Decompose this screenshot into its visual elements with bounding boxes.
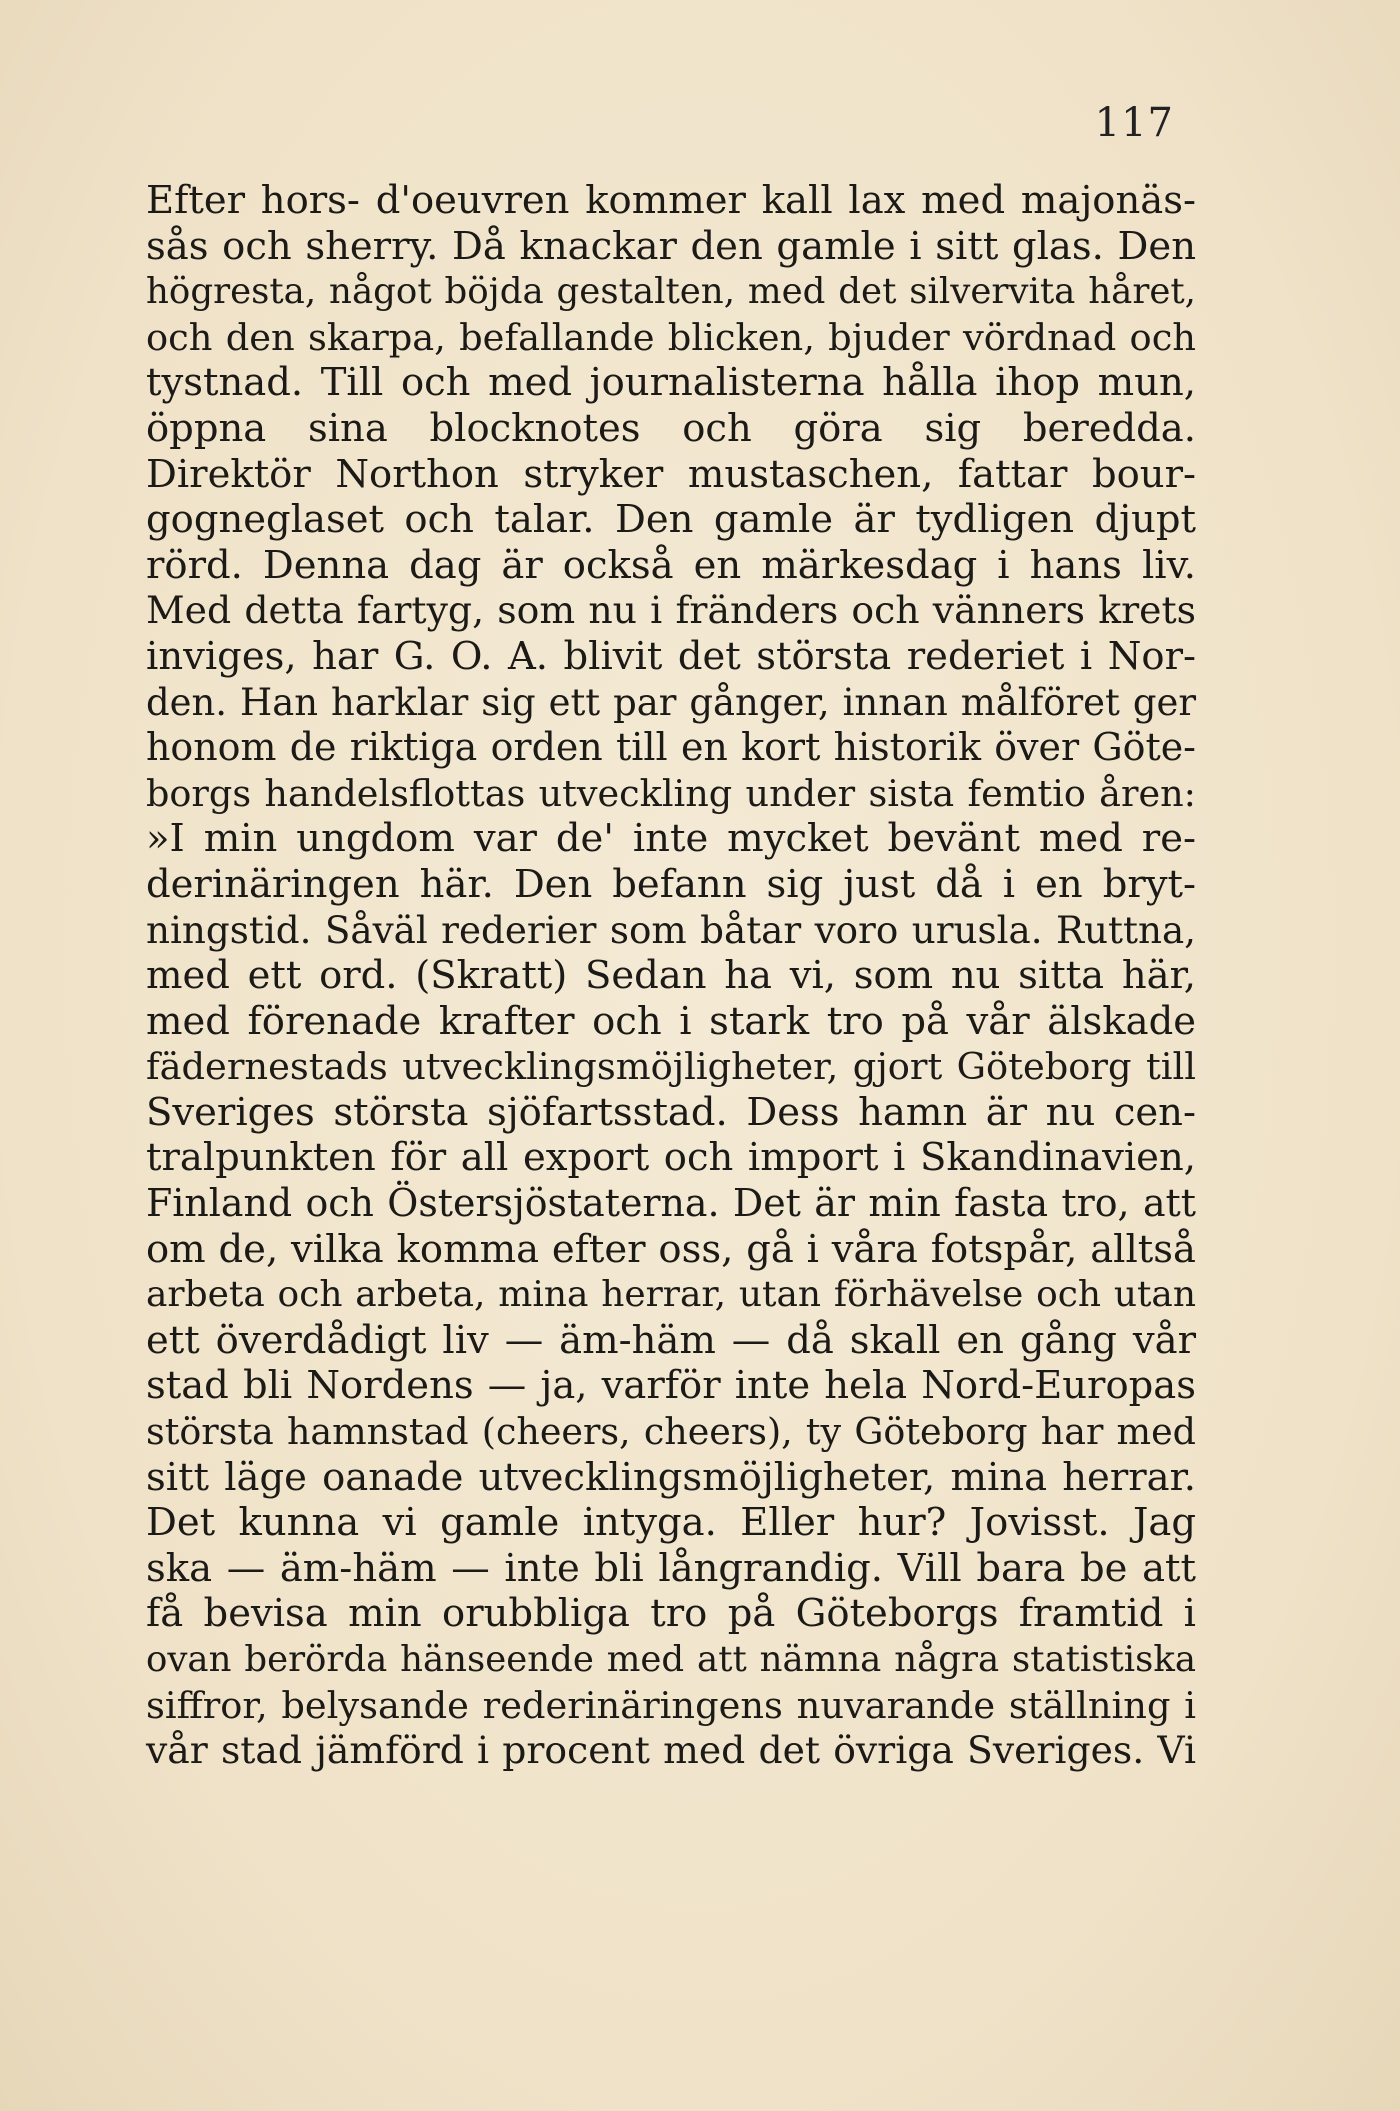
text-line: Finland och Östersjöstaterna. Det är min fasta tro, att bbox=[146, 1181, 1196, 1226]
text-line: ningstid. Såväl rederier som båtar voro urusla. Ruttna, bbox=[146, 907, 1196, 952]
text-line: arbeta och arbeta, mina herrar, utan förhävelse och utan bbox=[146, 1274, 1196, 1316]
text-line: Det kunna vi gamle intyga. Eller hur? Jovisst. Jag bbox=[146, 1500, 1196, 1546]
text-line: gogneglaset och talar. Den gamle är tydligen djupt bbox=[146, 497, 1196, 543]
text-line: derinäringen här. Den befann sig just då i en bryt- bbox=[146, 861, 1196, 907]
text-line: om de, vilka komma efter oss, gå i våra fotspår, alltså bbox=[146, 1226, 1196, 1272]
text-line: ett överdådigt liv — äm-häm — då skall en gång vår bbox=[146, 1317, 1196, 1363]
text-line: öppna sina blocknotes och göra sig beredda. bbox=[146, 405, 1196, 451]
text-line: med ett ord. (Skratt) Sedan ha vi, som nu sitta här, bbox=[146, 953, 1196, 999]
text-line: ska — äm-häm — inte bli långrandig. Vill bara be att bbox=[146, 1545, 1196, 1591]
text-line: »I min ungdom var de' inte mycket bevänt med re- bbox=[146, 816, 1196, 862]
text-line: högresta, något böjda gestalten, med det silvervita håret, bbox=[146, 271, 1196, 313]
text-line: tystnad. Till och med journalisterna hålla ihop mun, bbox=[146, 360, 1196, 406]
text-line: Efter hors- d'oeuvren kommer kall lax med majonäs- bbox=[146, 178, 1196, 223]
text-line: inviges, har G. O. A. blivit det största rederiet i Nor- bbox=[146, 633, 1196, 679]
text-line: stad bli Nordens — ja, varför inte hela Nord-Europas bbox=[146, 1363, 1196, 1409]
text-line: Sveriges största sjöfartsstad. Dess hamn är nu cen- bbox=[146, 1089, 1196, 1135]
text-line: rörd. Denna dag är också en märkesdag i hans liv. bbox=[146, 542, 1196, 588]
text-line: största hamnstad (cheers, cheers), ty Göteborg har med bbox=[146, 1410, 1196, 1454]
text-line: ovan berörda hänseende med att nämna några statistiska bbox=[146, 1639, 1196, 1680]
body-text bbox=[146, 178, 1196, 1774]
text-line: Med detta fartyg, som nu i fränders och vänners krets bbox=[146, 588, 1196, 633]
text-line: sås och sherry. Då knackar den gamle i sitt glas. Den bbox=[146, 223, 1196, 269]
text-line: och den skarpa, befallande blicken, bjuder vördnad och bbox=[146, 315, 1196, 359]
text-line: honom de riktiga orden till en kort historik över Göte- bbox=[146, 725, 1196, 770]
text-line: borgs handelsflottas utveckling under sista femtio åren: bbox=[146, 771, 1196, 815]
text-line: siffror, belysande rederinäringens nuvarande ställning i bbox=[146, 1683, 1196, 1727]
text-line: tralpunkten för all export och import i Skandinavien, bbox=[146, 1135, 1196, 1181]
text-line: vår stad jämförd i procent med det övriga Sveriges. Vi bbox=[146, 1728, 1196, 1773]
text-line: sitt läge oanade utvecklingsmöjligheter, mina herrar. bbox=[146, 1454, 1196, 1500]
page-number: 117 bbox=[1094, 100, 1174, 146]
text-line: Direktör Northon stryker mustaschen, fattar bour- bbox=[146, 451, 1196, 497]
text-line: fädernestads utvecklingsmöjligheter, gjort Göteborg till bbox=[146, 1045, 1196, 1089]
text-line: med förenade krafter och i stark tro på vår älskade bbox=[146, 998, 1196, 1044]
text-line: den. Han harklar sig ett par gånger, innan målföret ger bbox=[146, 680, 1196, 724]
text-line: få bevisa min orubbliga tro på Göteborgs framtid i bbox=[146, 1591, 1196, 1637]
